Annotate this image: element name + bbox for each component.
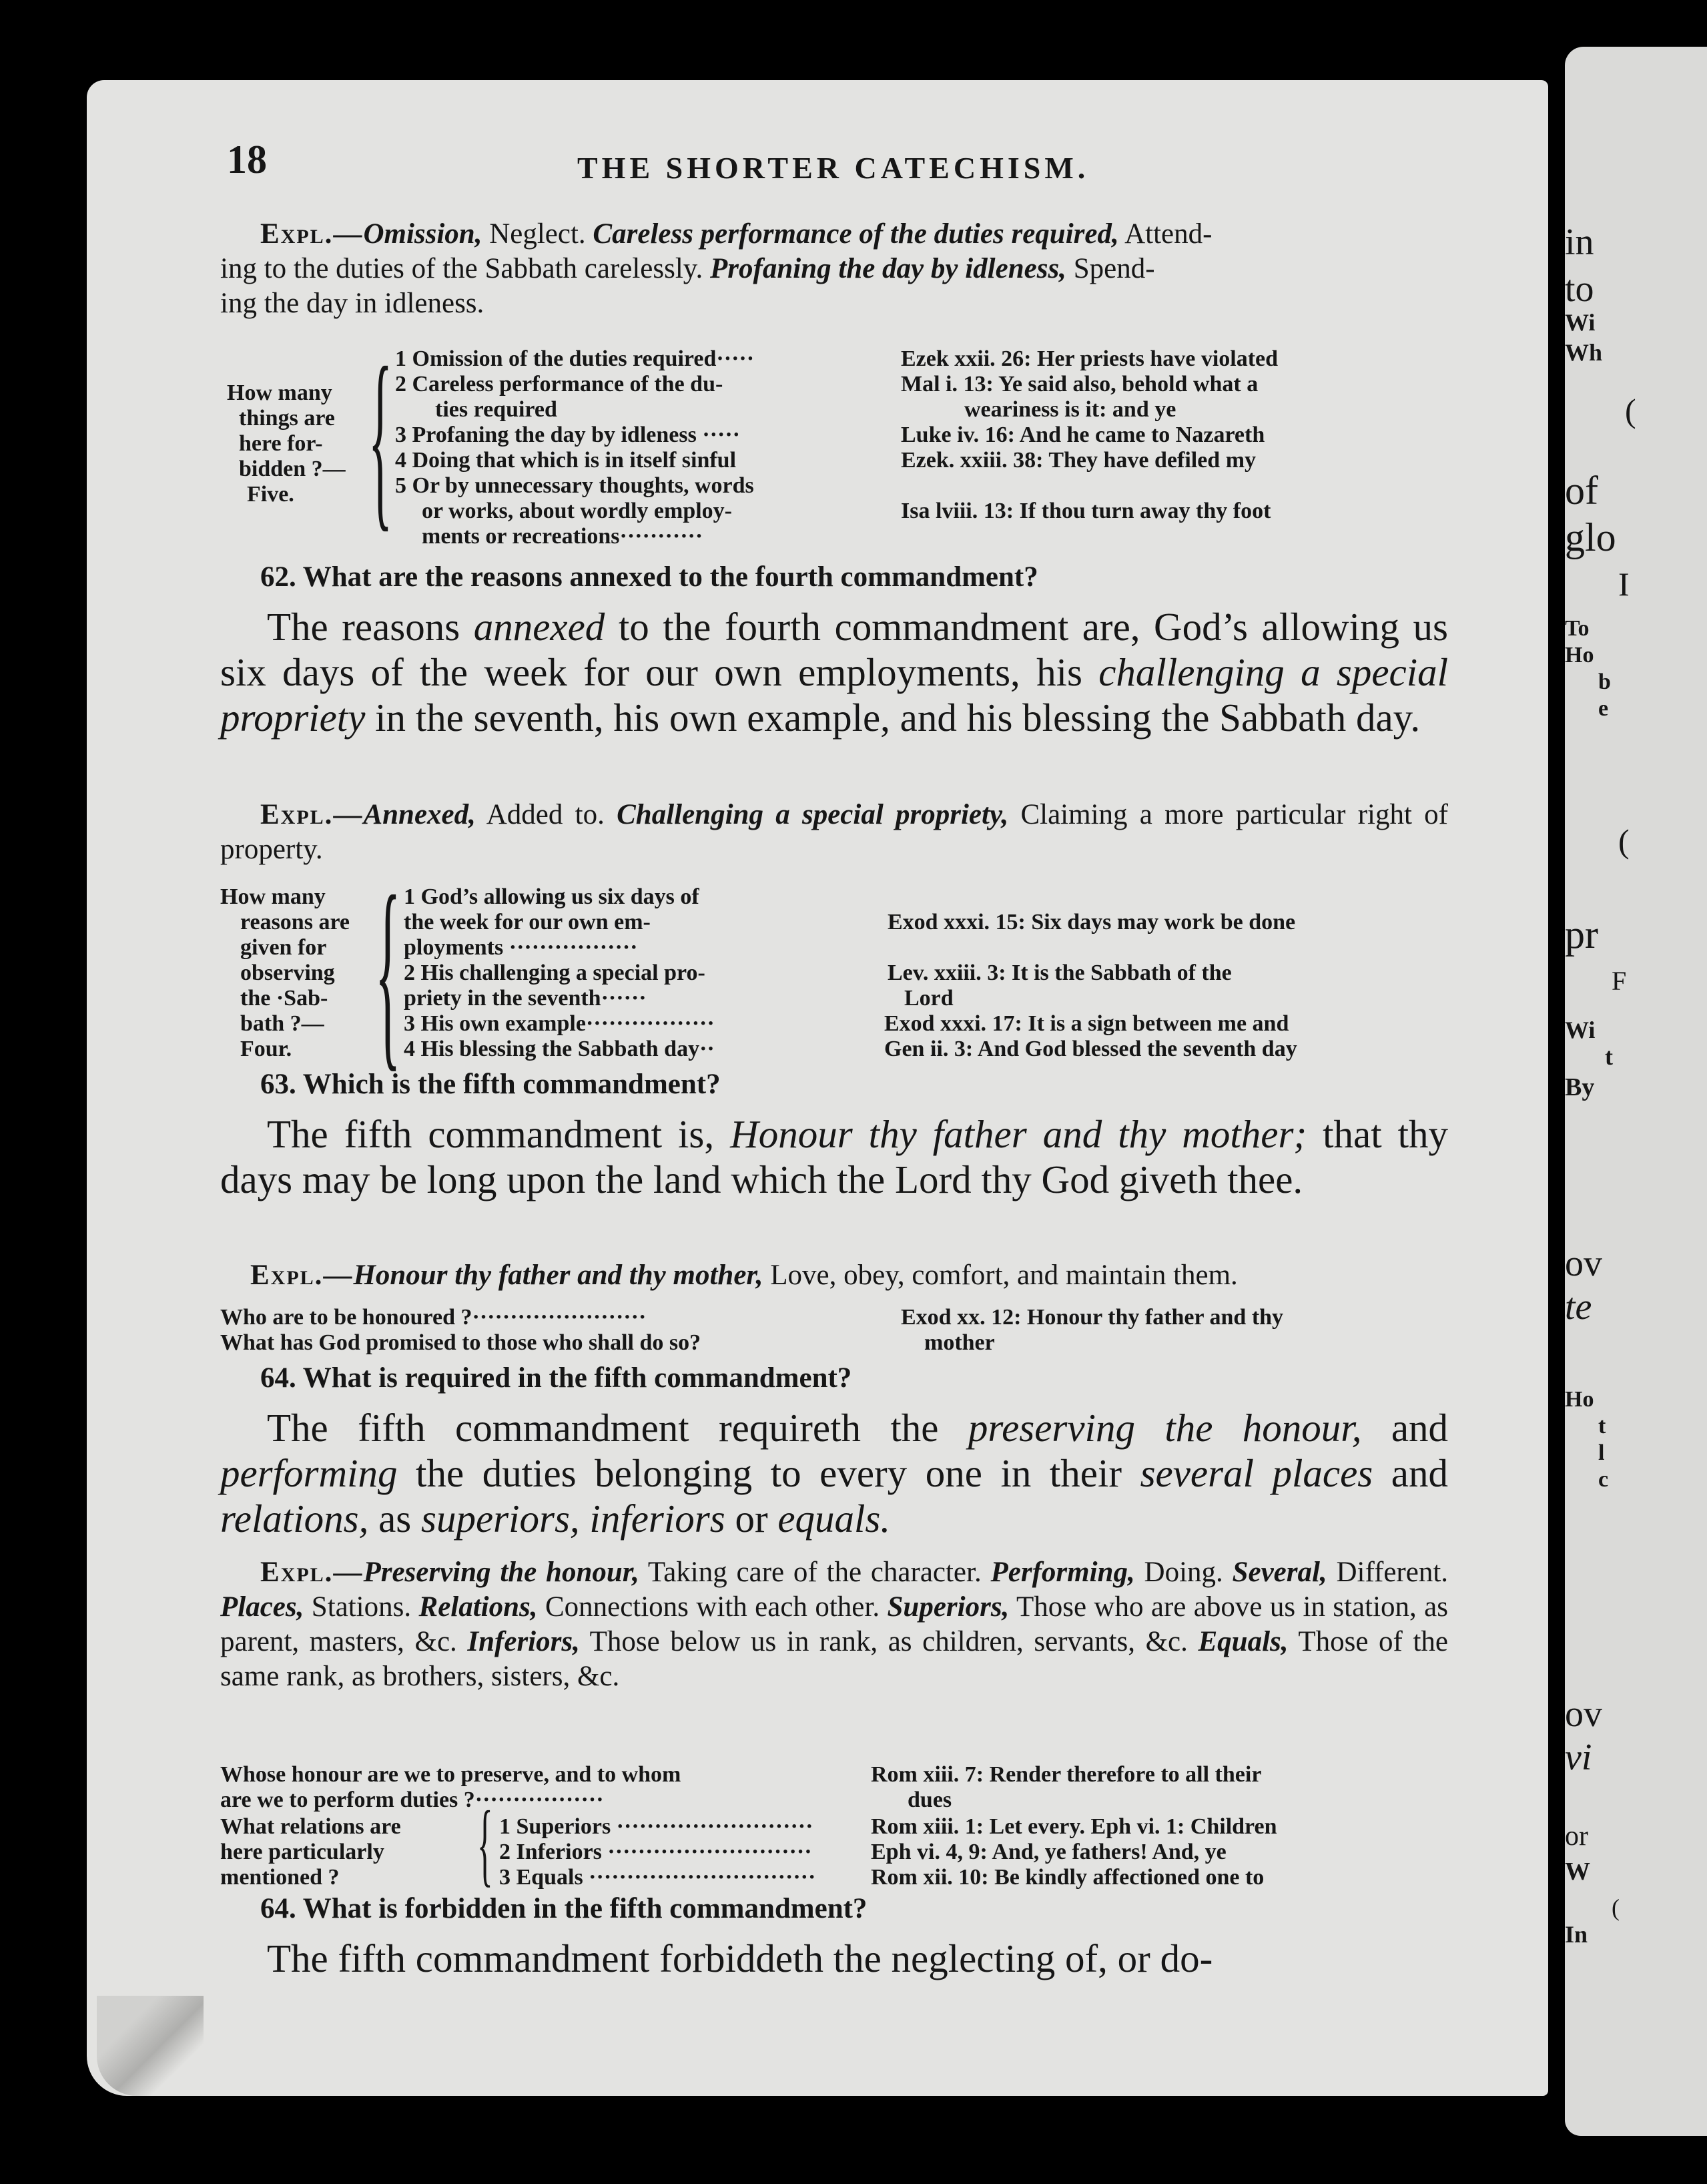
list-item: 1 Omission of the duties required····· — [395, 346, 755, 371]
edge-fragment: t — [1605, 1043, 1613, 1070]
edge-fragment: By — [1565, 1073, 1595, 1101]
scripture-ref: Luke iv. 16: And he came to Nazareth — [901, 423, 1265, 447]
list-item: 4 His blessing the Sabbath day·· — [404, 1037, 715, 1061]
question-63: 63. Which is the fifth commandment? — [260, 1069, 721, 1100]
next-page-edge — [1565, 47, 1707, 2136]
edge-fragment: ( — [1625, 392, 1636, 429]
question-62: 62. What are the reasons annexed to the fourth commandment? — [260, 561, 1038, 593]
definition-text: Doing. — [1134, 1557, 1233, 1588]
edge-fragment: F — [1612, 966, 1627, 996]
edge-fragment: W — [1565, 1858, 1590, 1886]
edge-fragment: vi — [1565, 1737, 1592, 1778]
table-b-ref-2: Lev. xxiii. 3: It is the Sabbath of the — [888, 961, 1232, 985]
explanation-preserving: Expl.—Preserving the honour, Taking care of the character. Performing, Doing. Several, Different. Places, Stations. Relations, Connections with each other. Superiors, Those who are above us in station, as parent, masters, &c. Inferiors, Those below us in rank, as children, servants, &c. Equals, Those of the same rank, as brothers, sisters, &c. — [220, 1557, 1449, 1692]
answer-63: The fifth commandment is, Honour thy father and thy mother; that thy days may be long upon the land which the Lord thy God giveth thee. — [220, 1112, 1448, 1201]
explanation-omission-line2: ing to the duties of the Sabbath carelessly. Profaning the day by idleness, Spend- — [220, 253, 1155, 284]
table-a-items — [395, 346, 754, 549]
edge-fragment: ( — [1618, 822, 1630, 860]
edge-fragment: ( — [1612, 1894, 1620, 1921]
defined-term: Equals, — [1198, 1626, 1289, 1657]
edge-fragment: Ho — [1565, 1387, 1594, 1412]
page-corner-curl — [97, 1996, 204, 2096]
edge-fragment: of — [1565, 469, 1598, 513]
edge-fragment: l — [1598, 1440, 1605, 1465]
list-item: ployments ················· — [404, 935, 638, 960]
edge-fragment: to — [1565, 268, 1594, 310]
defined-term: Inferiors, — [467, 1626, 580, 1657]
list-item: 2 His challenging a special pro- — [404, 961, 705, 985]
page-number: 18 — [227, 138, 267, 182]
list-item: 5 Or by unnecessary thoughts, words — [395, 473, 754, 498]
definition-text: Those below us in rank, as children, servants, &c. — [579, 1626, 1199, 1657]
edge-fragment: te — [1565, 1286, 1592, 1328]
table-a-side: How many things are here for- bidden ?— Five. — [227, 380, 346, 507]
edge-fragment: Wi — [1565, 1017, 1596, 1043]
table-a-refs — [901, 346, 1278, 524]
answer-64-forbidden: The fifth commandment forbiddeth the neglecting of, or do- — [267, 1936, 1213, 1980]
edge-fragment: ov — [1565, 1243, 1602, 1284]
table-d-rows: Whose honour are we to preserve, and to whom are we to perform duties ?················· — [220, 1762, 681, 1812]
list-item: the week for our own em- — [404, 910, 651, 934]
edge-fragment: ov — [1565, 1693, 1602, 1735]
brace: { — [368, 326, 392, 548]
list-item: 3 Equals ······························ — [499, 1865, 816, 1890]
edge-fragment: pr — [1565, 912, 1598, 957]
list-item: 2 Careless performance of the du- — [395, 372, 723, 396]
edge-fragment: To — [1565, 616, 1590, 641]
list-item: 3 His own example················· — [404, 1011, 715, 1036]
defined-term: Relations, — [418, 1591, 538, 1623]
table-c-rows: Who are to be honoured ?······················· What has God promised to those who shall do so? — [220, 1305, 701, 1355]
edge-fragment: Wh — [1565, 339, 1603, 366]
edge-fragment: b — [1598, 669, 1611, 694]
table-b-ref-4: Gen ii. 3: And God blessed the seventh day — [884, 1037, 1297, 1061]
scripture-ref: Isa lviii. 13: If thou turn away thy foot — [901, 499, 1271, 523]
edge-fragment: In — [1565, 1921, 1588, 1948]
scripture-ref: Ezek xxii. 26: Her priests have violated — [901, 346, 1279, 371]
defined-term: Preserving the honour, — [363, 1557, 639, 1588]
edge-fragment: t — [1598, 1414, 1606, 1438]
definition-text: Those of the same rank, as brothers, sisters, &c. — [220, 1626, 1448, 1692]
definition-text: Connections with each other. — [537, 1591, 888, 1623]
table-b-ref-3: Exod xxxi. 17: It is a sign between me and — [884, 1011, 1289, 1036]
edge-fragment: or — [1565, 1821, 1588, 1852]
list-item: 3 Profaning the day by idleness ····· — [395, 423, 741, 447]
definition-text: Different. — [1327, 1557, 1449, 1588]
edge-fragment: e — [1598, 696, 1609, 721]
question-64-forbidden: 64. What is forbidden in the fifth commandment? — [260, 1893, 868, 1924]
running-header: THE SHORTER CATECHISM. — [577, 151, 1090, 185]
table-c-refs: Exod xx. 12: Honour thy father and thy mother — [901, 1305, 1284, 1355]
edge-fragment: Ho — [1565, 643, 1594, 667]
expl-label: Expl.— — [260, 218, 364, 250]
list-item: 2 Inferiors ··························· — [499, 1840, 812, 1864]
definition-text: Those who are above us in station, as parent, masters, &c. — [220, 1591, 1448, 1657]
table-d-items — [499, 1814, 815, 1890]
list-item: priety in the seventh······ — [404, 986, 647, 1011]
edge-fragment: glo — [1565, 515, 1616, 559]
table-d-item-refs: Rom xiii. 1: Let every. Eph vi. 1: Children Eph vi. 4, 9: And, ye fathers! And, ye Rom xii. 10: Be kindly affectioned one to — [871, 1814, 1277, 1890]
table-b-side: How many reasons are given for observing the ·Sab- bath ?— Four. — [220, 884, 350, 1061]
scripture-ref: Mal i. 13: Ye said also, behold what a — [901, 372, 1259, 396]
table-b-ref-1: Exod xxxi. 15: Six days may work be done — [888, 910, 1296, 934]
list-item: ments or recreations··········· — [422, 524, 703, 549]
edge-fragment: in — [1565, 222, 1594, 263]
defined-term: Places, — [220, 1591, 304, 1623]
brace: { — [375, 853, 401, 1089]
question-64: 64. What is required in the fifth commandment? — [260, 1362, 852, 1394]
edge-fragment: c — [1598, 1467, 1609, 1492]
explanation-annexed: Expl.—Annexed, Added to. Challenging a special propriety, Claiming a more particular right of property. — [220, 799, 1448, 865]
defined-term: Performing, — [990, 1557, 1135, 1588]
answer-64: The fifth commandment requireth the preserving the honour, and performing the duties belonging to every one in their several places and relations, as superiors, inferiors or equals. — [220, 1406, 1449, 1541]
table-b-ref-2b: Lord — [904, 986, 954, 1011]
scripture-ref: Ezek. xxiii. 38: They have defiled my — [901, 448, 1257, 473]
definition-text: Stations. — [304, 1591, 419, 1623]
list-item: or works, about wordly employ- — [422, 499, 732, 523]
scripture-ref: weariness is it: and ye — [964, 397, 1176, 422]
explanation-honour: Expl.—Honour thy father and thy mother, Love, obey, comfort, and maintain them. — [250, 1260, 1238, 1291]
brace: { — [477, 1792, 493, 1896]
list-item: ties required — [435, 397, 557, 422]
definition-text: Taking care of the character. — [639, 1557, 991, 1588]
table-d-side: What relations are here particularly mentioned ? — [220, 1814, 401, 1890]
answer-62: The reasons annexed to the fourth commandment are, God’s allowing us six days of the week for our own employments, his challenging a special propriety in the seventh, his own example, and his blessing the Sabbath day. — [220, 605, 1448, 740]
list-item: 4 Doing that which is in itself sinful — [395, 448, 737, 473]
explanation-omission-line3: ing the day in idleness. — [220, 288, 484, 319]
edge-fragment: I — [1618, 565, 1630, 603]
defined-term: Superiors, — [887, 1591, 1010, 1623]
list-item: 1 God’s allowing us six days of — [404, 884, 699, 909]
explanation-omission: Expl.—Omission, Neglect. Careless performance of the duties required, Attend- — [260, 218, 1213, 250]
edge-fragment: Wi — [1565, 309, 1596, 336]
table-b-items — [404, 884, 715, 1062]
defined-term: Several, — [1232, 1557, 1327, 1588]
table-d-refs: Rom xiii. 7: Render therefore to all their dues — [871, 1762, 1262, 1812]
list-item: 1 Superiors ·························· — [499, 1814, 813, 1839]
